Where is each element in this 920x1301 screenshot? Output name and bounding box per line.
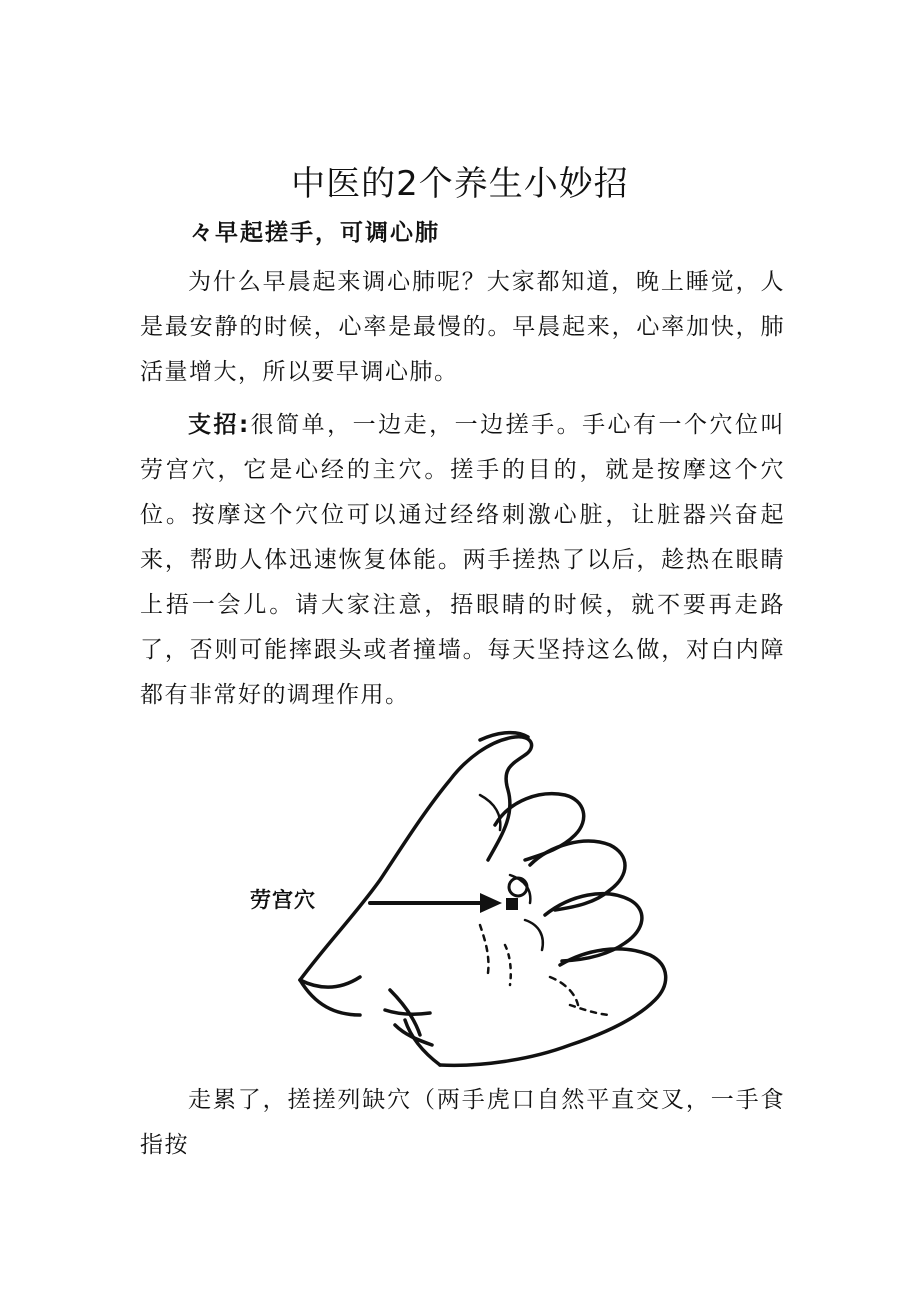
paragraph-tip (140, 403, 785, 718)
paragraph-why-morning: 为什么早晨起来调心肺呢？大家都知道，晚上睡觉，人是最安静的时候，心率是最慢的。早晨起来，心率加快，肺活量增大，所以要早调心肺。 (140, 269, 785, 385)
section-heading: 々早起搓手，可调心肺 (190, 220, 440, 246)
tip-body: 很简单，一边走，一边搓手。手心有一个穴位叫劳宫穴，它是心经的主穴。搓手的目的，就是按摩这个穴位。按摩这个穴位可以通过经络刺激心脏，让脏器兴奋起来，帮助人体迅速恢复体能。两手搓热了以后，趁热在眼睛上捂一会儿。请大家注意，捂眼睛的时候，就不要再走路了，否则可能摔跟头或者撞墙。每天坚持这么做，对白内障都有非常好的调理作用。 (140, 412, 786, 708)
document-title: 中医的2个养生小妙招 (291, 164, 629, 204)
figure-label-laogong: 劳宫穴 (250, 888, 316, 912)
paragraph-lieque: 走累了，搓搓列缺穴（两手虎口自然平直交叉，一手食指按 (140, 1087, 785, 1158)
tip-lead: 支招: (188, 412, 250, 438)
